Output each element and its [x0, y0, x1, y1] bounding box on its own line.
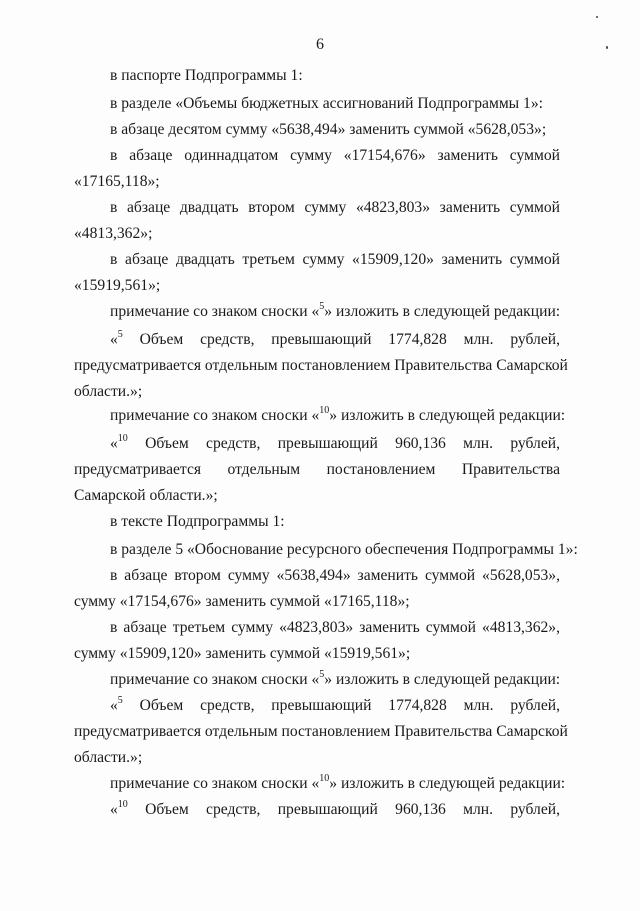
paragraph-line: в абзаце третьем сумму «4823,803» заменить суммой «4813,362», — [110, 619, 560, 636]
line-text: примечание со знаком сноски « — [110, 775, 320, 792]
line-text: примечание со знаком сноски « — [110, 407, 320, 424]
line-text: » изложить в следующей редакции: — [324, 671, 561, 688]
line-text: » изложить в следующей редакции: — [324, 303, 561, 320]
paragraph-line: предусматривается отдельным постановлением Правительства — [74, 461, 560, 478]
footnote-note-line — [110, 670, 560, 690]
footnote-marker: 5 — [117, 328, 123, 340]
footnote-marker: 5 — [117, 694, 123, 706]
page-number: 6 — [316, 36, 324, 53]
paragraph-line: в разделе 5 «Обоснование ресурсного обеспечения Подпрограммы 1»: — [110, 541, 578, 558]
footnote-marker: 5 — [319, 668, 325, 680]
line-text: Объем средств, превышающий 1774,828 млн. рублей, — [122, 331, 560, 348]
line-text: Объем средств, превышающий 1774,828 млн. рублей, — [122, 697, 560, 714]
footnote-marker: 10 — [319, 772, 330, 784]
line-text: » изложить в следующей редакции: — [329, 407, 566, 424]
footnote-note-line — [110, 302, 560, 322]
paragraph-line: в абзаце десятом сумму «5638,494» заменить суммой «5628,053»; — [110, 121, 547, 138]
footnote-text-line — [110, 696, 560, 716]
paragraph-line: в абзаце втором сумму «5638,494» заменить суммой «5628,053», — [110, 567, 560, 584]
paragraph-line: в абзаце двадцать втором сумму «4823,803» заменить суммой — [110, 199, 560, 216]
paragraph-line: области.»; — [74, 383, 143, 400]
footnote-text-line — [110, 330, 560, 350]
footnote-text-line — [110, 434, 560, 454]
line-text: « — [110, 697, 118, 714]
paragraph-line: в разделе «Объемы бюджетных ассигнований Подпрограммы 1»: — [110, 95, 543, 112]
scan-speck — [596, 16, 598, 18]
footnote-marker: 10 — [117, 798, 128, 810]
footnote-text-line — [110, 800, 560, 820]
paragraph-line: в тексте Подпрограммы 1: — [110, 513, 285, 530]
paragraph-line: предусматривается отдельным постановлением Правительства Самарской — [74, 723, 568, 740]
paragraph-line: Самарской области.»; — [74, 487, 218, 504]
footnote-marker: 10 — [319, 404, 330, 416]
paragraph-line: «15919,561»; — [74, 277, 161, 294]
line-text: « — [110, 801, 118, 818]
paragraph-line: предусматривается отдельным постановлением Правительства Самарской — [74, 357, 568, 374]
footnote-marker: 10 — [117, 432, 128, 444]
line-text: » изложить в следующей редакции: — [329, 775, 566, 792]
paragraph-line: сумму «17154,676» заменить суммой «17165,118»; — [74, 593, 410, 610]
paragraph-line: «4813,362»; — [74, 225, 153, 242]
line-text: « — [110, 331, 118, 348]
paragraph-line: в абзаце двадцать третьем сумму «15909,120» заменить суммой — [110, 251, 560, 268]
line-text: примечание со знаком сноски « — [110, 671, 320, 688]
footnote-note-line — [110, 404, 566, 426]
line-text: Объем средств, превышающий 960,136 млн. рублей, — [127, 801, 560, 818]
paragraph-line: области.»; — [74, 749, 143, 766]
paragraph-line: сумму «15909,120» заменить суммой «15919,561»; — [74, 645, 411, 662]
line-text: примечание со знаком сноски « — [110, 303, 320, 320]
paragraph-line: «17165,118»; — [74, 173, 160, 190]
line-text: Объем средств, превышающий 960,136 млн. рублей, — [127, 435, 560, 452]
paragraph-line: в паспорте Подпрограммы 1: — [110, 67, 303, 84]
footnote-note-line — [110, 772, 566, 794]
line-text: « — [110, 435, 118, 452]
footnote-marker: 5 — [319, 300, 325, 312]
paragraph-line: в абзаце одиннадцатом сумму «17154,676» заменить суммой — [110, 147, 560, 164]
